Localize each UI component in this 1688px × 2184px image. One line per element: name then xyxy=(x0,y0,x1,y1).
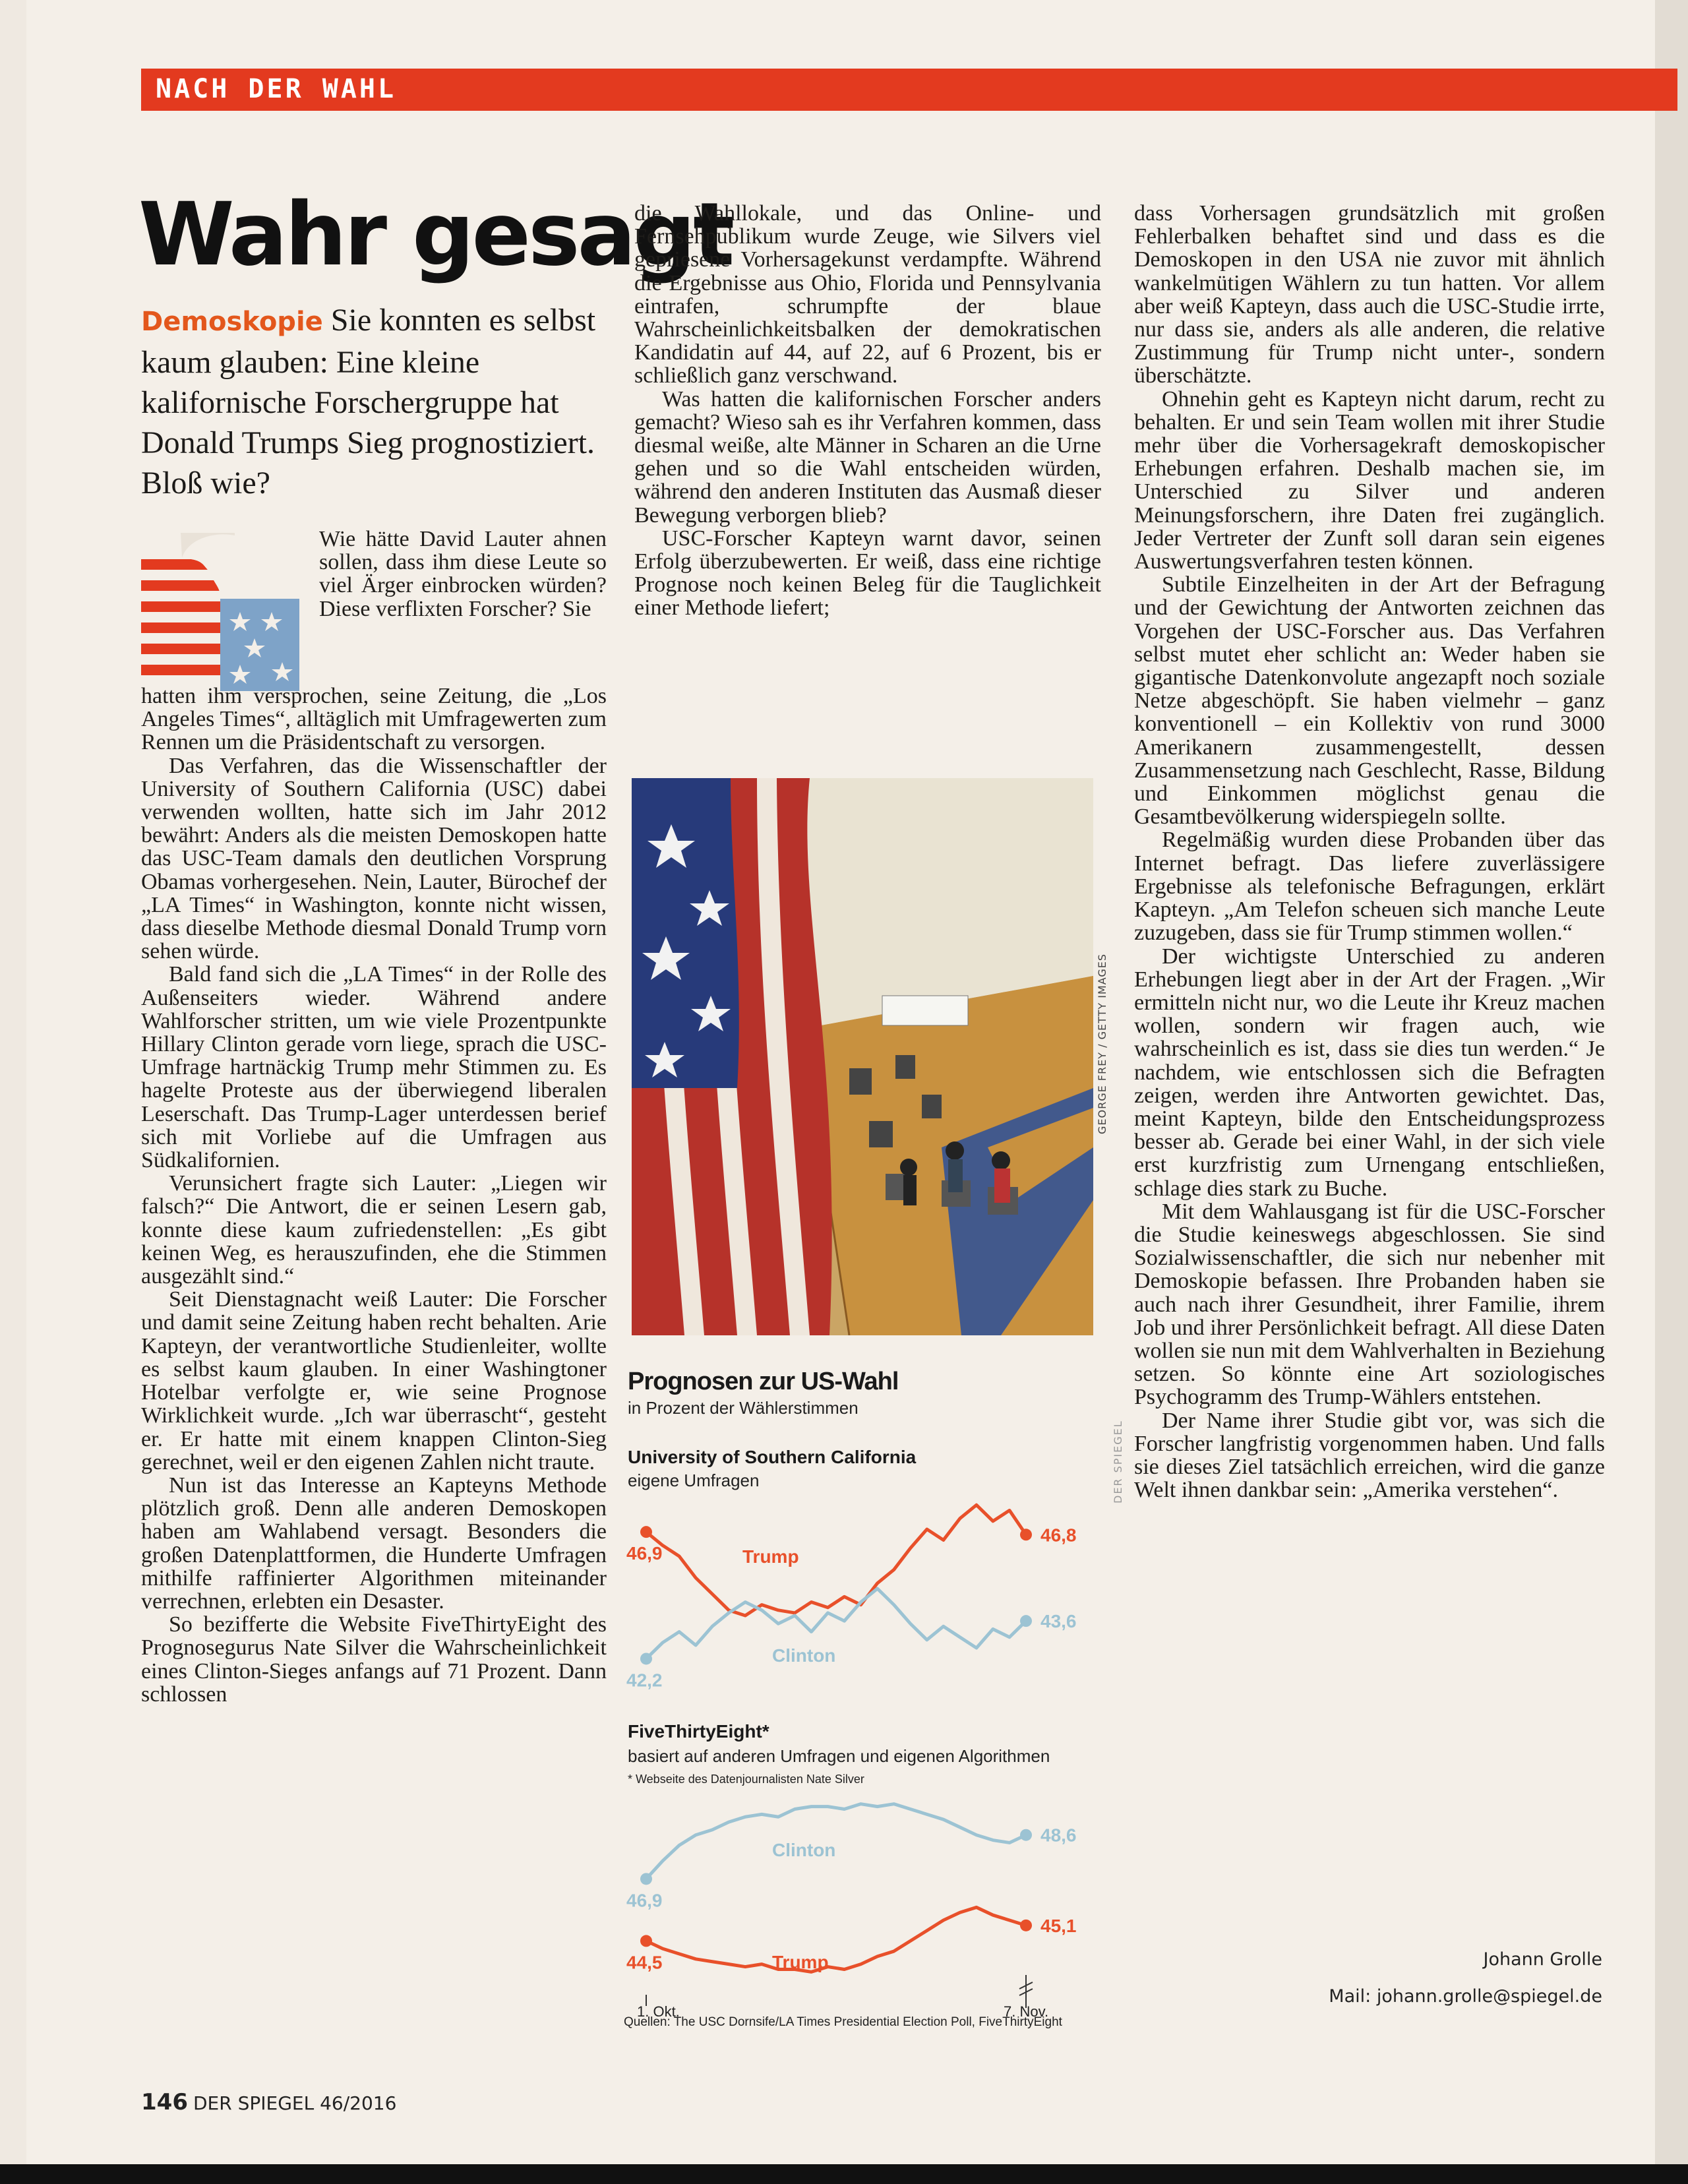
teaser-text: Sie konnten es selbst kaum glauben: Eine kleine kalifornische Forschergruppe hat Donald Trumps Sieg prognostiziert. Bloß wie? xyxy=(141,303,596,501)
end-point xyxy=(1020,1920,1032,1931)
chart-canvas xyxy=(624,1365,1105,2024)
chart1-title: University of Southern California xyxy=(628,1447,917,1467)
infographic-title: Prognosen zur US-Wahl xyxy=(628,1368,899,1395)
start-value-label: 46,9 xyxy=(626,1543,663,1564)
issue-label: DER SPIEGEL 46/2016 xyxy=(193,2092,397,2114)
start-point xyxy=(640,1526,652,1538)
chart2-title: FiveThirtyEight* xyxy=(628,1721,769,1742)
teaser-tag: Demoskopie xyxy=(141,307,323,337)
paragraph: Nun ist das Interesse an Kapteyns Methode plötzlich groß. Denn alle anderen Demoskopen haben am Wahlabend versagt. Besonders die großen Datenplattformen, die Hunderte Umfragen mithilfe raffinierter Algorithmen miteinander verrechnen, erlebten ein Desaster. xyxy=(141,1472,607,1614)
end-value-label: 46,8 xyxy=(1040,1525,1077,1546)
series-line-clinton xyxy=(646,1589,1026,1658)
start-value-label: 42,2 xyxy=(626,1670,663,1691)
infographic-subtitle: in Prozent der Wählerstimmen xyxy=(628,1398,859,1418)
end-value-label: 43,6 xyxy=(1040,1611,1077,1632)
paragraph: Regelmäßig wurden diese Probanden über das Internet befragt. Das liefere zuverlässigere Ergebnisse als telefonische Befragungen, erklärt Kapteyn. „Am Telefon scheuen sich manche Leute zuzugeben, dass sie für Trump stimmen wollen.“ xyxy=(1134,828,1605,946)
scan-border xyxy=(0,2164,1688,2184)
x-label-start: 1. Okt. xyxy=(637,2003,680,2020)
chart2-subtitle: basiert auf anderen Umfragen und eigenen Algorithmen xyxy=(628,1746,1050,1766)
intro-paragraph: Wie hätte David Lauter ahnen sollen, dass ihm diese Leute so viel Ärger einbrocken würden? Diese verflixten Forscher? Sie xyxy=(319,527,607,621)
paragraph: Mit dem Wahlausgang ist für die USC-Forscher die Studie keineswegs abgeschlossen. Sie sind Sozialwissenschaftler, die sich nur nebenher mit Demoskopie befassen. Ihre Probanden haben sie auch nach ihrer Gesundheit, ihrer Familie, ihrem Job und ihrer Persönlichkeit befragt. All diese Daten wollen sie nun mit dem Wahlverhalten in Beziehung setzen. So könnte eine Art soziologisches Psychogramm des Trump-Wählers entstehen. xyxy=(1134,1199,1605,1410)
author-mail: Mail: johann.grolle@spiegel.de xyxy=(1329,1986,1602,2007)
watermark: DER SPIEGEL xyxy=(1112,1420,1124,1503)
series-line-clinton xyxy=(646,1804,1026,1879)
chart2-note: * Webseite des Datenjournalisten Nate Silver xyxy=(628,1773,864,1786)
folio xyxy=(141,2089,396,2115)
start-point xyxy=(640,1873,652,1885)
section-kicker xyxy=(141,69,1677,111)
paragraph: Bald fand sich die „LA Times“ in der Rolle des Außenseiters wieder. Während andere Wahlforscher stritten, um wie viele Prozentpunkte Hillary Clinton gerade vorn liege, sprach die USC-Umfrage hartnäckig Trump mehr Stimmen zu. Es hagelte Proteste aus der überwiegend liberalen Leserschaft. Das Trump-Lager unterdessen berief sich mit Vorliebe auf die Umfragen aus Südkalifornien. xyxy=(141,962,607,1173)
series-name-label: Clinton xyxy=(772,1840,836,1860)
end-value-label: 45,1 xyxy=(1040,1915,1077,1936)
end-point xyxy=(1020,1529,1032,1540)
start-value-label: 44,5 xyxy=(626,1952,663,1973)
paragraph: Das Verfahren, das die Wissenschaftler der University of Southern California (USC) dabei verwenden wollten, hatte sich im Jahr 2012 bewährt: Anders als die meisten Demoskopen hatte das USC-Team damals den deutlichen Vorsprung Obamas vorhergesehen. Nein, Lauter, Bürochef der „LA Times“ in Washington, konnte nicht wissen, dass dieselbe Methode diesmal Donald Trump vorn sehen würde. xyxy=(141,753,607,964)
page-edge xyxy=(1655,0,1688,2184)
infographic xyxy=(624,1365,1105,2024)
paragraph: Was hatten die kalifornischen Forscher anders gemacht? Wieso sah es ihr Verfahren kommen, dass diesmal weiße, alte Männer in Scharen an die Urne gehen und so die Wahl entscheiden würden, während den anderen Instituten das Ausmaß dieser Bewegung verborgen blieb? xyxy=(634,386,1101,528)
flag-head-icon xyxy=(141,533,299,691)
paragraph: So bezifferte die Website FiveThirtyEight des Prognosegurus Nate Silver die Wahrscheinlichkeit eines Clinton-Sieges anfangs auf 71 Prozent. Dann schlossen xyxy=(141,1612,607,1707)
teaser xyxy=(141,300,603,503)
paragraph: USC-Forscher Kapteyn warnt davor, seinen Erfolg überzubewerten. Er weiß, dass eine richtige Prognose noch keinen Beleg für die Tauglichkeit einer Methode liefert; xyxy=(634,526,1101,621)
headline: Wahr gesagt xyxy=(138,184,733,286)
paragraph: Der wichtigste Unterschied zu anderen Erhebungen liegt aber in der Art der Fragen. „Wir ermitteln nicht nur, wo die Leute ihr Kreuz machen wollen, sondern wir fragen auch, wie wahrscheinlich es ist, dass sie dies tun werden.“ Je nachdem, wie entschlossen sich die Befragten zeigen, werden ihre Antworten gewichtet. Das, meint Kapteyn, bilde den Entscheidungsprozess besser ab. Gerade bei einer Wahl, in der sich viele erst kurzfristig zum Urnengang entschließen, schlage dies stark zu Buche. xyxy=(1134,944,1605,1201)
series-line-trump xyxy=(646,1907,1026,1972)
paragraph: dass Vorhersagen grundsätzlich mit großen Fehlerbalken behaftet sind und dass es die Demoskopen in den USA nie zuvor mit ähnlich wankelmütigen Wählern zu tun hatten. Vor allem aber weiß Kapteyn, dass auch die USC-Studie irrte, nur dass sie, anders als alle anderen, die relative Zustimmung für Trump nicht unter-, sondern überschätzte. xyxy=(1134,201,1605,388)
series-name-label: Trump xyxy=(742,1546,799,1567)
polling-station-photo xyxy=(632,778,1093,1335)
column-1 xyxy=(141,684,607,1706)
paragraph: Seit Dienstagnacht weiß Lauter: Die Forscher und damit seine Zeitung haben recht behalten. Arie Kapteyn, der verantwortliche Studienleiter, wollte es selbst kaum glauben. In einer Washingtoner Hotelbar verfolgte er, wie seine Prognose Wirklichkeit wurde. „Ich war überrascht“, gesteht er. Er hatte mit einem knappen Clinton-Sieg gerechnet, weil er den eigenen Zahlen nicht traute. xyxy=(141,1287,607,1474)
end-point xyxy=(1020,1615,1032,1627)
start-point xyxy=(640,1935,652,1947)
series-name-label: Trump xyxy=(772,1952,829,1972)
chart1-subtitle: eigene Umfragen xyxy=(628,1471,760,1490)
intro-text xyxy=(319,528,607,621)
paragraph: hatten ihm versprochen, seine Zeitung, die „Los Angeles Times“, alltäglich mit Umfragewerten zum Rennen um die Präsidentschaft zu versorgen. xyxy=(141,684,607,755)
series-line-trump xyxy=(646,1505,1026,1616)
photo-credit: GEORGE FREY / GETTY IMAGES xyxy=(1096,953,1108,1134)
kicker-label: NACH DER WAHL xyxy=(156,74,397,104)
page-number: 146 xyxy=(141,2089,188,2115)
column-3 xyxy=(1134,202,1605,1502)
paragraph: Subtile Einzelheiten in der Art der Befragung und der Gewichtung der Antworten zeichnen das Vorgehen der USC-Forscher aus. Das Verfahren selbst mutet eher schlicht an: Weder haben sie gigantische Datenkonvolute angezapft noch soziale Netze abgeschöpft. Sie haben vielmehr – ganz konventionell – ein Kollektiv von rund 3000 Amerikanern zusammengestellt, dessen Zusammensetzung nach Geschlecht, Rasse, Bildung und Einkommen möglichst genau die Gesamtbevölkerung widerspiegeln sollte. xyxy=(1134,572,1605,830)
paragraph: die Wahllokale, und das Online- und Fernsehpublikum wurde Zeuge, wie Silvers viel gepriesene Vorhersagekunst verdampfte. Während die Ergebnisse aus Ohio, Florida und Pennsylvania eintrafen, schrumpfte der blaue Wahrscheinlichkeitsbalken der demokratischen Kandidatin auf 44, auf 22, auf 6 Prozent, bis er schließlich ganz verschwand. xyxy=(634,201,1101,388)
paragraph: Ohnehin geht es Kapteyn nicht darum, recht zu behalten. Er und sein Team wollen mit ihrer Studie mehr über die Vorhersagekraft demoskopischer Erhebungen erfahren. Deshalb machen sie, im Unterschied zu Silver und anderen Meinungsforschern, ihre Daten frei zugänglich. Jeder Vertreter der Zunft soll daran sein eigenes Auswertungsverfahren testen können. xyxy=(1134,386,1605,574)
start-value-label: 46,9 xyxy=(626,1890,663,1911)
paragraph: Verunsichert fragte sich Lauter: „Liegen wir falsch?“ Die Antwort, die er seinen Lesern gab, konnte diese kaum zufriedenstellen: „Es gibt keinen Weg, es herauszufinden, ehe die Stimmen ausgezählt sind.“ xyxy=(141,1171,607,1289)
paragraph: Der Name ihrer Studie gibt vor, was sich die Forscher langfristig vorgenommen haben. Und falls sie dieses Ziel tatsächlich erreichen, wird die ganze Welt ihnen dankbar sein: „Amerika verstehen“. xyxy=(1134,1408,1605,1503)
x-label-end: 7. Nov. xyxy=(1004,2003,1049,2020)
sources: Quellen: The USC Dornsife/LA Times Presidential Election Poll, FiveThirtyEight xyxy=(624,2015,1062,2029)
end-value-label: 48,6 xyxy=(1040,1825,1077,1846)
author: Johann Grolle xyxy=(1483,1949,1602,1970)
series-name-label: Clinton xyxy=(772,1645,836,1666)
start-point xyxy=(640,1653,652,1664)
column-2 xyxy=(634,202,1101,620)
end-point xyxy=(1020,1829,1032,1841)
